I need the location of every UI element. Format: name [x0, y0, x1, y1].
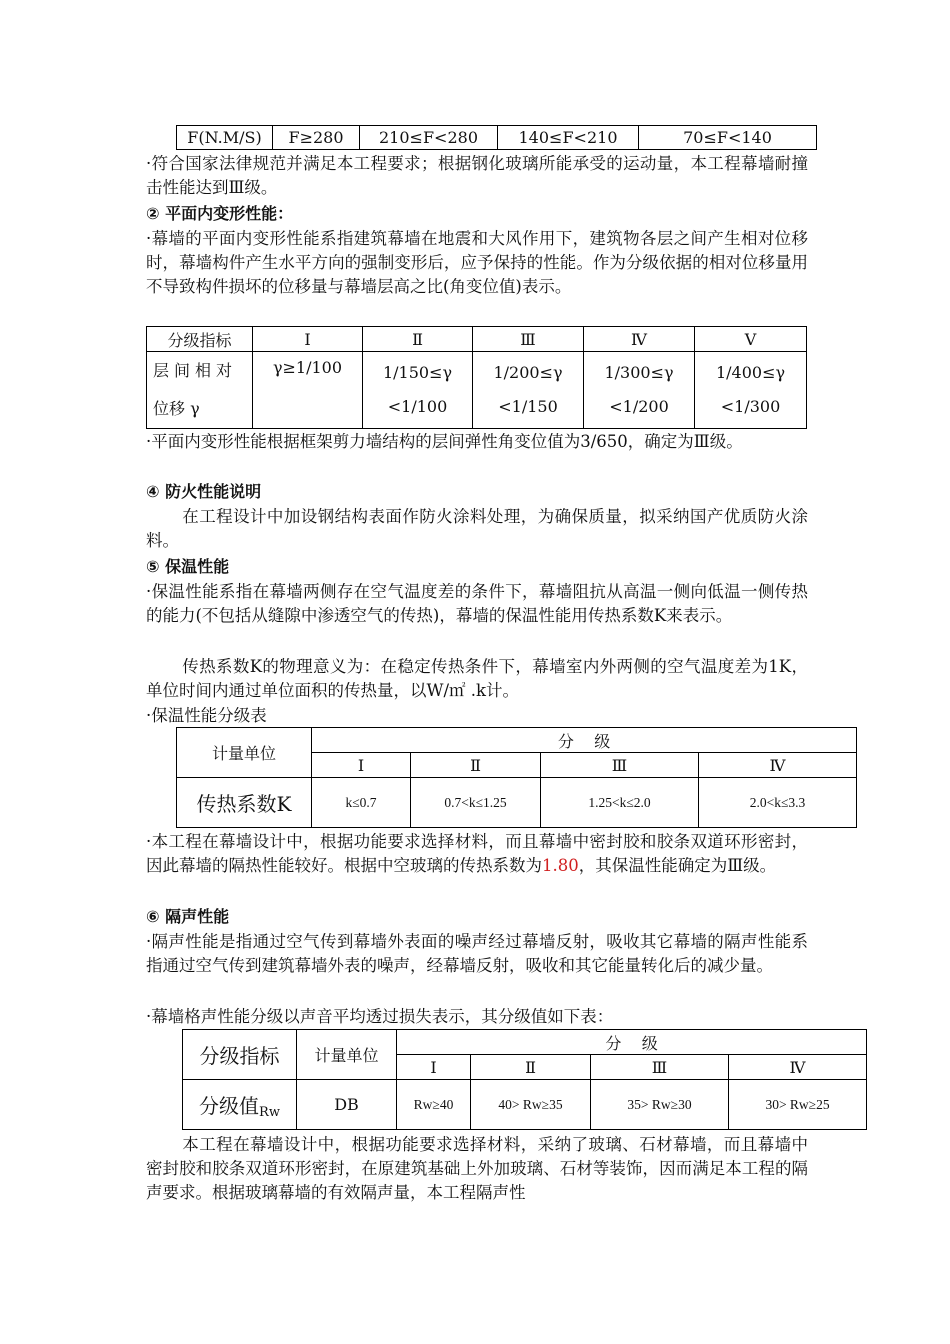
paragraph-heat-transfer: 传热系数K的物理意义为：在稳定传热条件下，幕墙室内外两侧的空气温度差为1K，单位时间内通过单位面积的传热量，以W/㎡ .k计。: [146, 657, 808, 700]
table-cell: [695, 352, 807, 429]
level-cell: Ⅳ: [729, 1055, 867, 1080]
level-cell: Ⅰ: [312, 753, 411, 778]
cell-line: 1/300≤γ: [604, 363, 674, 382]
grade-header-cell: 分 级: [312, 728, 857, 753]
inplane-deformation-table: [146, 326, 807, 429]
paragraph-fire: 在工程设计中加设钢结构表面作防火涂料处理，为确保质量，拟采纳国产优质防火涂料。: [146, 507, 808, 550]
cell-line: 1/400≤γ: [715, 363, 786, 382]
table-cell: 140≤F<210: [498, 126, 639, 150]
paragraph-inplane-definition: ·幕墙的平面内变形性能系指建筑幕墙在地震和大风作用下，建筑物各层之间产生相对位移时，幕墙构件产生水平方向的强制变形后，应予保持的性能。作为分级依据的相对位移量用不导致构件损坏的位移量与幕墙层高之比(角变位值)表示。: [146, 229, 808, 296]
level-cell: Ⅱ: [411, 753, 541, 778]
heading-fire-performance: ④ 防火性能说明: [146, 482, 262, 501]
unit-header-cell: 计量单位: [177, 728, 312, 778]
cell-line: <1/150: [498, 397, 558, 416]
heat-transfer-value: 1.80: [542, 856, 579, 875]
level-cell: Ⅲ: [591, 1055, 729, 1080]
table-cell: [584, 352, 695, 429]
impact-grade-table: [176, 125, 817, 150]
table-header-cell: 分级指标: [147, 327, 253, 352]
heading-insulation: ⑤ 保温性能: [146, 557, 230, 576]
table-cell: 35> Rw≥30: [591, 1080, 729, 1130]
table-cell: F(N.M/S): [177, 126, 273, 150]
paragraph-sound-definition: ·隔声性能是指通过空气传到幕墙外表面的噪声经过幕墙反射，吸收其它幕墙的隔声性能系指通过空气传到建筑幕墙外表的噪声，经幕墙反射，吸收和其它能量转化后的减少量。: [146, 932, 808, 975]
insulation-grade-table: [176, 727, 857, 828]
grade-label-cell: 分级指标: [183, 1030, 297, 1080]
table-cell: 1.25<k≤2.0: [541, 778, 699, 828]
table-cell: 40> Rw≥35: [471, 1080, 591, 1130]
table-header-cell: Ⅱ: [363, 327, 473, 352]
paragraph-insulation-conclusion: [146, 830, 808, 878]
level-cell: Ⅳ: [699, 753, 857, 778]
heading-inplane-deformation: ② 平面内变形性能：: [146, 204, 294, 223]
sound-grade-table: [182, 1029, 867, 1130]
table-header-cell: Ⅰ: [253, 327, 363, 352]
unit-header-cell: 计量单位: [297, 1030, 397, 1080]
row-label-cell: [183, 1080, 297, 1130]
cell-line: <1/200: [609, 397, 669, 416]
table-cell: 30> Rw≥25: [729, 1080, 867, 1130]
text-run: ·本工程在幕墙设计中，根据功能要求选择材料，而且幕墙中密封胶和胶条双道环形密封，因此幕墙的隔热性能较好。根据中空玻璃的传热系数为: [146, 832, 808, 875]
level-cell: Ⅱ: [471, 1055, 591, 1080]
text-run: ，其保温性能确定为Ⅲ级。: [578, 856, 777, 875]
table-cell: 2.0<k≤3.3: [699, 778, 857, 828]
paragraph-insulation-table-title: ·保温性能分级表: [146, 706, 267, 725]
table-cell: DB: [297, 1080, 397, 1130]
paragraph-insulation-definition: ·保温性能系指在幕墙两侧存在空气温度差的条件下，幕墙阻抗从高温一侧向低温一侧传热的能力(不包括从缝隙中渗透空气的传热)，幕墙的保温性能用传热系数K来表示。: [146, 582, 808, 625]
table-cell: k≤0.7: [312, 778, 411, 828]
paragraph-impact-conclusion: ·符合国家法律规范并满足本工程要求；根据钢化玻璃所能承受的运动量，本工程幕墙耐撞击性能达到Ⅲ级。: [146, 154, 808, 197]
paragraph-sound-table-title: ·幕墙格声性能分级以声音平均透过损失表示，其分级值如下表：: [146, 1007, 614, 1026]
heading-sound-insulation: ⑥ 隔声性能: [146, 907, 230, 926]
table-cell: [473, 352, 584, 429]
row-label-cell: [147, 352, 253, 429]
row-label-line-2: 位移 γ: [153, 399, 200, 418]
row-label-subscript: Rw: [259, 1104, 280, 1120]
table-header-cell: Ⅳ: [584, 327, 695, 352]
cell-line: 1/200≤γ: [493, 363, 563, 382]
row-label-cell: 传热系数K: [177, 778, 312, 828]
cell-line: <1/300: [720, 397, 781, 416]
table-cell: 70≤F<140: [639, 126, 817, 150]
grade-header-cell: 分 级: [397, 1030, 867, 1055]
paragraph-inplane-conclusion: ·平面内变形性能根据框架剪力墙结构的层间弹性角变位值为3/650，确定为Ⅲ级。: [146, 432, 743, 451]
cell-line: 1/150≤γ: [382, 363, 453, 382]
table-cell: F≥280: [273, 126, 360, 150]
cell-line: <1/100: [387, 397, 448, 416]
level-cell: Ⅰ: [397, 1055, 471, 1080]
table-header-cell: Ⅴ: [695, 327, 807, 352]
row-label-text: 分级值: [199, 1093, 260, 1118]
table-cell: [363, 352, 473, 429]
table-cell: Rw≥40: [397, 1080, 471, 1130]
table-cell: 210≤F<280: [360, 126, 498, 150]
level-cell: Ⅲ: [541, 753, 699, 778]
table-cell: 0.7<k≤1.25: [411, 778, 541, 828]
table-header-cell: Ⅲ: [473, 327, 584, 352]
table-cell: γ≥1/100: [253, 352, 363, 429]
row-label-line-1: 层间相对: [153, 361, 238, 380]
paragraph-sound-conclusion: 本工程在幕墙设计中，根据功能要求选择材料，采纳了玻璃、石材幕墙，而且幕墙中密封胶和胶条双道环形密封，在原建筑基础上外加玻璃、石材等装饰，因而满足本工程的隔声要求。根据玻璃幕墙的有效隔声量，本工程隔声性: [146, 1135, 808, 1202]
